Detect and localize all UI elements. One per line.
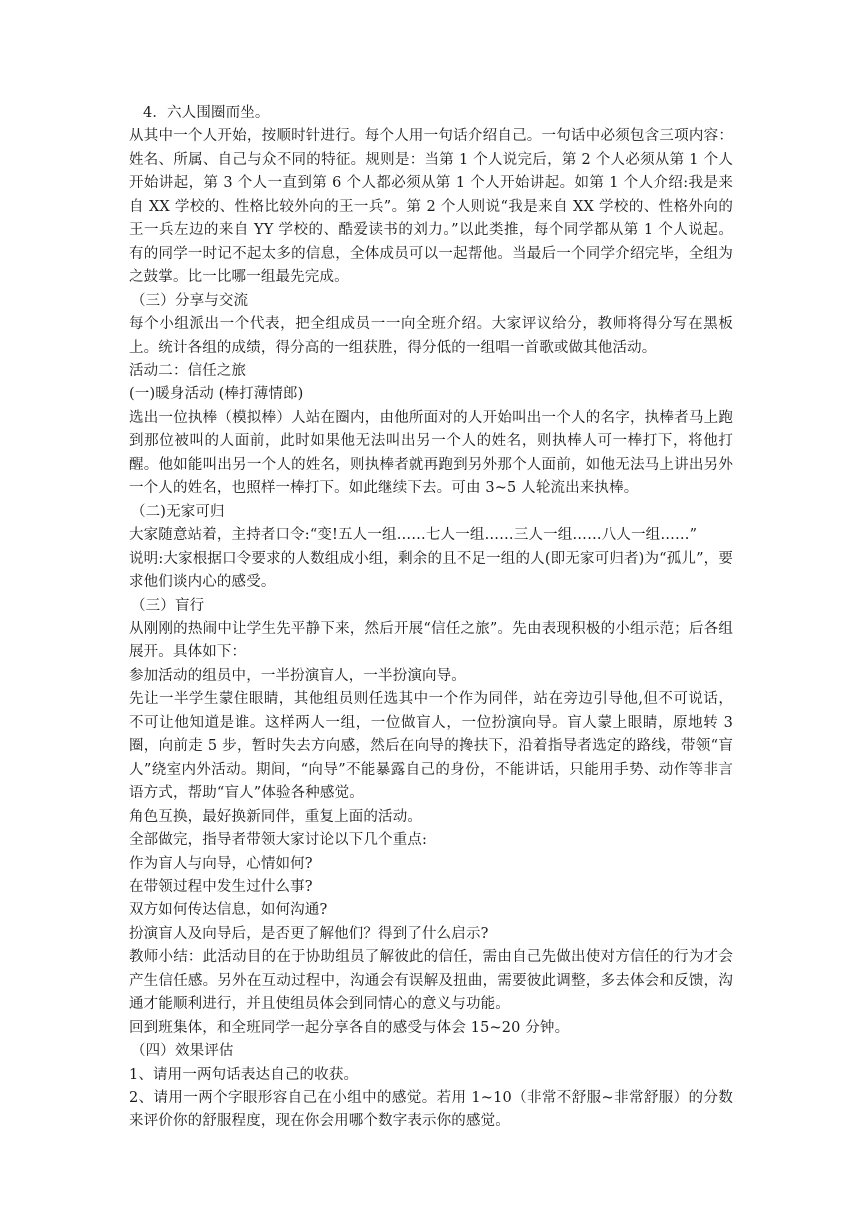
paragraph-share: 每个小组派出一个代表，把全组成员一一向全班介绍。大家评议给分，教师将得分写在黑板上。统计各组的成绩，得分高的一组获胜，得分低的一组唱一首歌或做其他活动。 [129,316,733,356]
paragraph-warmup: 选出一位执棒（模拟棒）人站在圈内，由他所面对的人开始叫出一个人的名字，执棒者马上跑到那位被叫的人面前，此时如果他无法叫出另一个人的姓名，则执棒人可一棒打下，将他打醒。他如能叫出另一个人的姓名，则执棒者就再跑到另外那个人面前，如他无法马上讲出另外一个人的姓名，也照样一棒打下。如此继续下去。可由 3~5 人轮流出来执棒。 [129,409,733,497]
paragraph-blind-walk-intro: 从刚刚的热闹中让学生先平静下来，然后开展“信任之旅”。先由表现积极的小组示范；后各组展开。具体如下： [129,620,733,661]
section-heading-blind-walk: （三）盲行 [131,597,205,614]
evaluation-item-2: 2、请用一两个字眼形容自己在小组中的感觉。若用 1~10（非常不舒服~非常舒服）的分数来评价你的舒服程度，现在你会用哪个数字表示你的感觉。 [129,1090,733,1130]
activity-heading-trust: 活动二：信任之旅 [129,362,247,379]
paragraph-class-share: 回到班集体，和全班同学一起分享各自的感受与体会 15~20 分钟。 [129,1019,570,1036]
discussion-question-1: 作为盲人与向导，心情如何? [129,855,313,872]
paragraph-role-swap: 角色互换，最好换新同伴，重复上面的活动。 [129,808,422,825]
document-body [129,102,733,1134]
paragraph-intro-rules: 从其中一个人开始，按顺时针进行。每个人用一句话介绍自己。一句话中必须包含三项内容：姓名、所属、自己与众不同的特征。规则是：当第 1 个人说完后，第 2 个人必须从第 1 个人开始讲起，第 3 个人一直到第 6 个人都必须从第 1 个人开始讲起。如第 1 个人介绍:我是来自 XX 学校的、性格比较外向的王一兵”。第 2 个人则说“我是来自 XX 学校的、性格外向的王一兵左边的来自 YY 学校的、酷爱读书的刘力。”以此类推，每个同学都从第 1 个人说起。有的同学一时记不起太多的信息，全体成员可以一起帮他。当最后一个同学介绍完毕，全组为之鼓掌。比一比哪一组最先完成。 [129,128,733,286]
evaluation-item-1: 1、请用一两句话表达自己的收获。 [129,1066,359,1083]
section-heading-warmup: (一)暖身活动 (棒打薄情郎) [129,386,304,403]
paragraph-homeless-note: 说明:大家根据口令要求的人数组成小组，剩余的且不足一组的人(即无家可归者)为“孤儿”，要求他们谈内心的感受。 [129,550,733,591]
discussion-question-3: 双方如何传达信息，如何沟通? [129,902,328,919]
section-heading-homeless: （二)无家可归 [131,503,225,520]
discussion-question-2: 在带领过程中发生过什么事? [129,878,313,895]
paragraph-discussion-intro: 全部做完，指导者带领大家讨论以下几个重点: [129,832,428,849]
item-heading-4: 4．六人围圈而坐。 [143,105,270,121]
paragraph-roles: 参加活动的组员中，一半扮演盲人，一半扮演向导。 [129,667,466,684]
section-heading-evaluation: （四）效果评估 [131,1043,234,1060]
paragraph-blind-walk-steps: 先让一半学生蒙住眼睛，其他组员则任选其中一个作为同伴，站在旁边引导他,但不可说话，不可让他知道是谁。这样两人一组，一位做盲人，一位扮演向导。盲人蒙上眼睛，原地转 3 圈，向前走 5 步，暂时失去方向感，然后在向导的搀扶下，沿着指导者选定的路线，带领“盲人”绕室内外活动。期间，“向导”不能暴露自己的身份，不能讲话，只能用手势、动作等非言语方式，帮助“盲人”体验各种感觉。 [129,691,733,802]
discussion-question-4: 扮演盲人及向导后，是否更了解他们？得到了什么启示? [129,925,489,942]
paragraph-homeless-command: 大家随意站着，主持者口令:“变!五人一组……七人一组……三人一组……八人一组……” [129,527,698,544]
section-heading-share: （三）分享与交流 [131,292,249,309]
paragraph-teacher-summary: 教师小结：此活动目的在于协助组员了解彼此的信任，需由自己先做出使对方信任的行为才会产生信任感。另外在互动过程中，沟通会有误解及扭曲，需要彼此调整，多去体会和反馈，沟通才能顺利进行，并且使组员体会到同情心的意义与功能。 [129,949,733,1013]
